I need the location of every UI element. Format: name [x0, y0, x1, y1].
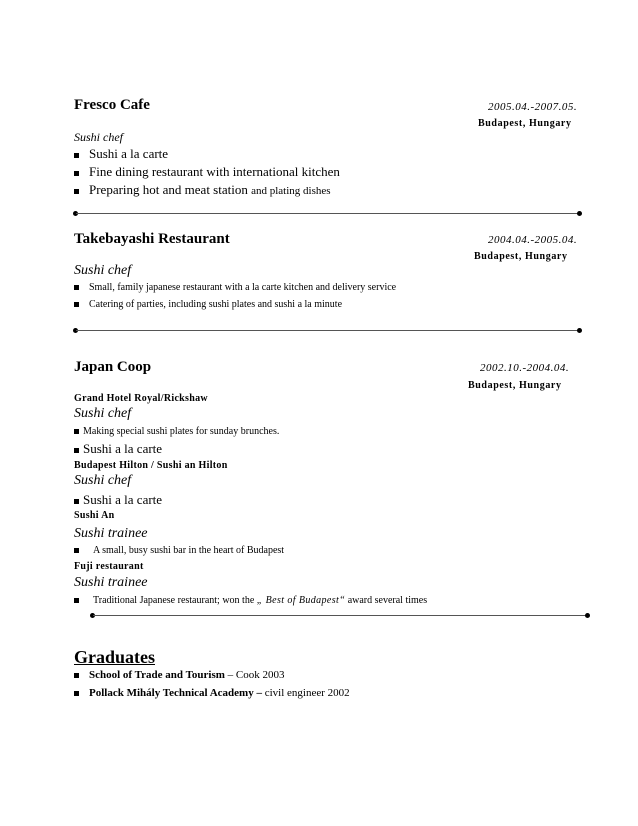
- job-role-fresco: Sushi chef: [74, 130, 123, 144]
- job-location-japan-coop: Budapest, Hungary: [468, 380, 562, 391]
- list-item: School of Trade and Tourism – Cook 2003: [74, 669, 285, 681]
- job-date-japan-coop: 2002.10.-2004.04.: [480, 362, 570, 374]
- list-item: Catering of parties, including sushi plates and sushi a la minute: [74, 299, 342, 310]
- bullet-square-icon: [74, 285, 79, 290]
- workplace-role: Sushi trainee: [74, 526, 148, 541]
- bullet-square-icon: [74, 171, 79, 176]
- divider-end-dot: [577, 328, 582, 333]
- list-item: Fine dining restaurant with international kitchen: [74, 164, 340, 180]
- job-role-takebayashi: Sushi chef: [74, 263, 132, 278]
- bullet-square-icon: [74, 691, 79, 696]
- list-item: Preparing hot and meat station and plating dishes: [74, 182, 331, 198]
- bullet-square-icon: [74, 499, 79, 504]
- divider-end-dot: [585, 613, 590, 618]
- list-item: Sushi a la carte: [74, 492, 162, 508]
- section-divider: [93, 615, 586, 616]
- workplace-name: Fuji restaurant: [74, 561, 144, 572]
- bullet-square-icon: [74, 189, 79, 194]
- workplace-role: Sushi trainee: [74, 575, 148, 590]
- bullet-square-icon: [74, 598, 79, 603]
- list-item: Pollack Mihály Technical Academy – civil engineer 2002: [74, 687, 350, 699]
- job-location-fresco: Budapest, Hungary: [478, 118, 572, 129]
- graduates-heading: Graduates: [74, 647, 155, 667]
- job-location-takebayashi: Budapest, Hungary: [474, 251, 568, 262]
- workplace-name: Sushi An: [74, 510, 115, 521]
- job-title-takebayashi: Takebayashi Restaurant: [74, 231, 230, 247]
- workplace-name: Budapest Hilton / Sushi an Hilton: [74, 460, 228, 471]
- bullet-square-icon: [74, 153, 79, 158]
- bullet-square-icon: [74, 448, 79, 453]
- list-item: Small, family japanese restaurant with a la carte kitchen and delivery service: [74, 282, 396, 293]
- job-date-fresco: 2005.04.-2007.05.: [488, 101, 578, 113]
- job-title-japan-coop: Japan Coop: [74, 359, 152, 375]
- list-item: Traditional Japanese restaurant; won the „ Best of Budapest“ award several times: [74, 595, 427, 606]
- list-item: Making special sushi plates for sunday brunches.: [74, 426, 279, 437]
- bullet-square-icon: [74, 429, 79, 434]
- workplace-name: Grand Hotel Royal/Rickshaw: [74, 393, 208, 404]
- workplace-role: Sushi chef: [74, 473, 132, 488]
- workplace-role: Sushi chef: [74, 406, 132, 421]
- list-item: A small, busy sushi bar in the heart of Budapest: [74, 545, 284, 556]
- section-divider: [76, 213, 578, 214]
- bullet-square-icon: [74, 548, 79, 553]
- bullet-square-icon: [74, 673, 79, 678]
- list-item: Sushi a la carte: [74, 441, 162, 457]
- job-date-takebayashi: 2004.04.-2005.04.: [488, 234, 578, 246]
- job-title-fresco: Fresco Cafe: [74, 97, 150, 113]
- list-item: Sushi a la carte: [74, 146, 168, 162]
- divider-end-dot: [577, 211, 582, 216]
- section-divider: [76, 330, 578, 331]
- bullet-square-icon: [74, 302, 79, 307]
